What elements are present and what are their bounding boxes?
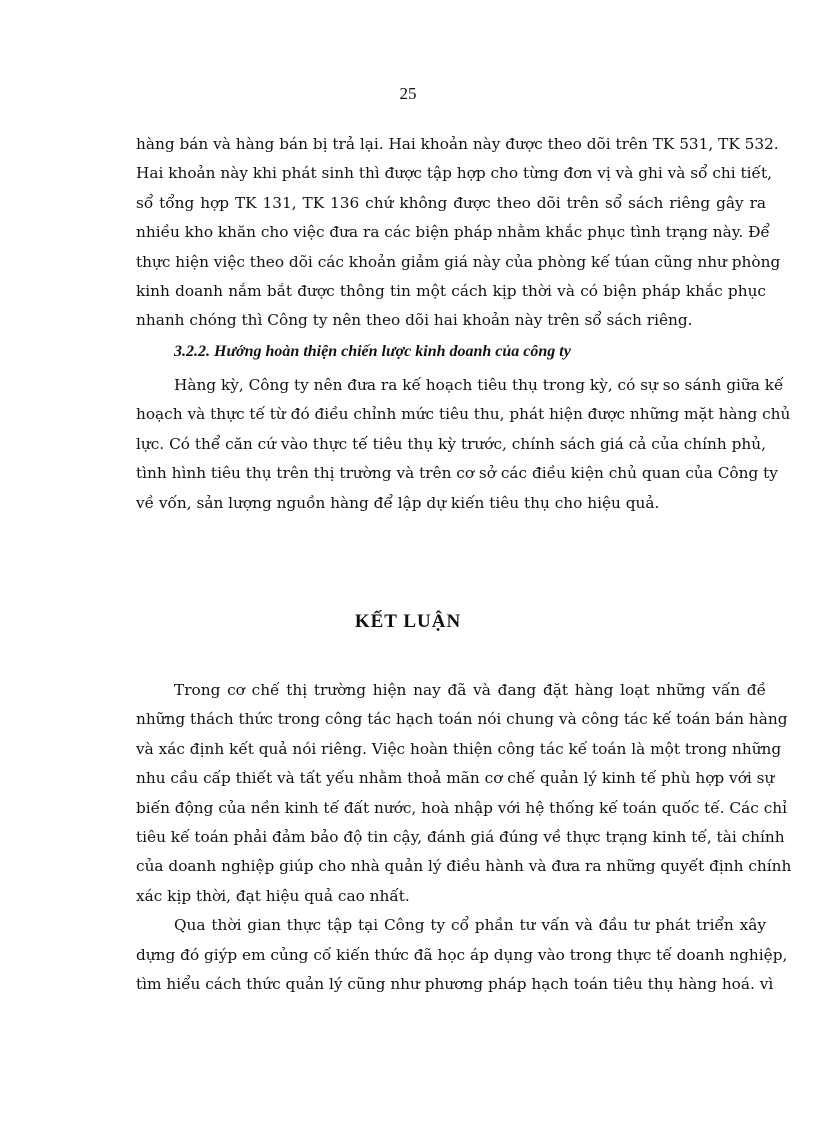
text-line: tiêu kế toán phải đảm bảo độ tin cậy, đánh giá đúng về thực trạng kinh tế, tài chính: [136, 828, 785, 847]
paragraph-conclusion: [136, 676, 792, 999]
text-line: hàng bán và hàng bán bị trả lại. Hai khoản này được theo dõi trên TK 531, TK 532.: [136, 135, 779, 153]
paragraph-business-strategy: [136, 371, 791, 518]
text-line: nhanh chóng thì Công ty nên theo dõi hai khoản này trên sổ sách riêng.: [136, 311, 693, 330]
text-line: tìm hiểu cách thức quản lý cũng như phương pháp hạch toán tiêu thụ hàng hoá. vì: [136, 975, 774, 994]
text-line: hoạch và thực tế từ đó điều chỉnh mức tiêu thu, phát hiện được những mặt hàng chủ: [136, 405, 791, 424]
text-line: Qua thời gian thực tập tại Công ty cổ phần tư vấn và đầu tư phát triển xây: [174, 916, 766, 935]
text-line: biến động của nền kinh tế đất nước, hoà nhập với hệ thống kế toán quốc tế. Các chỉ: [136, 798, 787, 817]
text-line: xác kịp thời, đạt hiệu quả cao nhất.: [136, 886, 410, 905]
text-line: lực. Có thể căn cứ vào thực tế tiêu thụ kỳ trước, chính sách giá cả của chính phủ,: [136, 434, 766, 453]
text-line: Hàng kỳ, Công ty nên đưa ra kế hoạch tiêu thụ trong kỳ, có sự so sánh giữa kế: [174, 376, 784, 394]
text-line: kinh doanh nắm bắt được thông tin một cách kịp thời và có biện pháp khắc phục: [136, 282, 766, 301]
conclusion-title: KẾT LUẬN: [354, 611, 462, 632]
text-line: nhu cầu cấp thiết và tất yếu nhằm thoả mãn cơ chế quản lý kinh tế phù hợp với sự: [136, 769, 775, 788]
section-heading: 3.2.2. Hướng hoàn thiện chiến lược kinh doanh của công ty: [174, 343, 571, 360]
page-number: 25: [399, 84, 417, 103]
text-line: dựng đó giýp em củng cố kiến thức đã học áp dụng vào trong thực tế doanh nghiệp,: [136, 945, 788, 964]
text-line: và xác định kết quả nói riêng. Việc hoàn thiện công tác kế toán là một trong những: [136, 739, 782, 758]
text-line: nhiều kho khăn cho việc đưa ra các biện pháp nhằm khắc phục tình trạng này. Để: [136, 223, 770, 242]
paragraph-returns-discounts: [136, 130, 781, 336]
text-line: tình hình tiêu thụ trên thị trường và trên cơ sở các điều kiện chủ quan của Công ty: [136, 464, 778, 483]
text-line: thực hiện việc theo dõi các khoản giảm giá này của phòng kế túan cũng như phòng: [136, 252, 781, 271]
text-line: về vốn, sản lượng nguồn hàng để lập dự kiến tiêu thụ cho hiệu quả.: [136, 493, 660, 512]
text-line: Trong cơ chế thị trường hiện nay đã và đang đặt hàng loạt những vấn đề: [174, 681, 766, 699]
text-line: Hai khoản này khi phát sinh thì được tập hợp cho từng đơn vị và ghi và sổ chi tiết,: [136, 164, 772, 183]
text-line: sổ tổng hợp TK 131, TK 136 chứ không được theo dõi trên sổ sách riêng gây ra: [136, 193, 766, 212]
text-line: của doanh nghiệp giúp cho nhà quản lý điều hành và đưa ra những quyết định chính: [136, 857, 792, 876]
text-line: những thách thức trong công tác hạch toán nói chung và công tác kế toán bán hàng: [136, 710, 788, 729]
